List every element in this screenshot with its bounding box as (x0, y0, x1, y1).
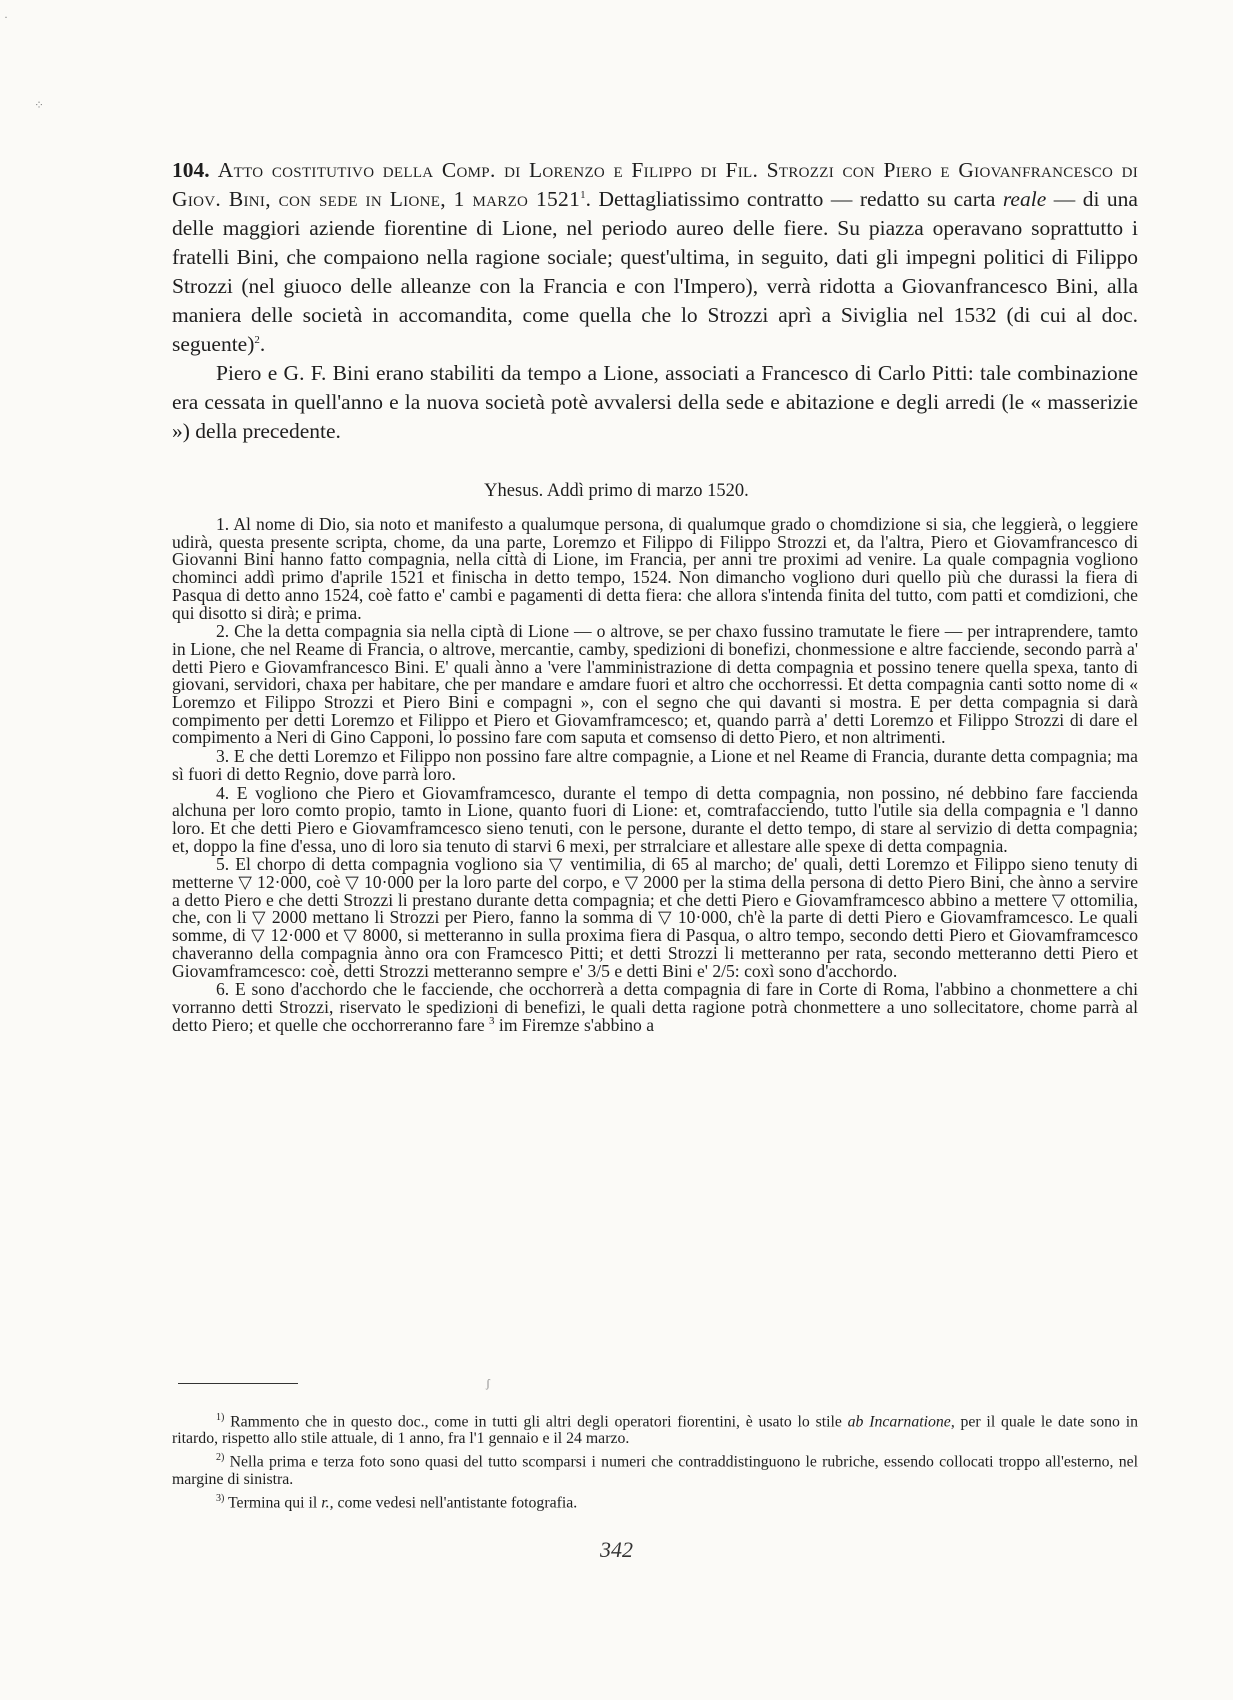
footnote-text: Nella prima e terza foto sono quasi del tutto scomparsi i numeri che contraddistinguono le rubriche, essendo collocati troppo all'esterno, nel margine di sinistra. (172, 1453, 1138, 1488)
intro-end: . (259, 332, 266, 356)
doc-paragraph: 4. E vogliono che Piero et Giovamframcesco, durante el tempo di detta compagnia, non possino, né debbino fare faccienda alchuna per loro comto propio, tamto in Lione, quanto fuori di Lione: et, comtrafacciendo, tutto l'utile sia della compagnia e 'l danno loro. Et che detti Piero e Giovamframcesco sieno tenuti, con le persone, durante el detto tempo, di stare al servizio di detta compagnia; et, doppo la fine d'essa, uno di loro sia tenuto di starvi 6 mexi, per strralciare et allestare alle spexe di detta compagnia. (172, 782, 1138, 856)
doc-paragraph-end: im Firemze s'abbino a (494, 1014, 655, 1035)
doc-paragraph: 5. El chorpo di detta compagnia vogliono sia ▽ ventimilia, di 65 al marcho; de' quali, detti Loremzo et Filippo sieno tenuty di metterne ▽ 12·000, coè ▽ 10·000 per la loro parte del corpo, e ▽ 2000 per la stima della persona di detto Piero Bini, che ànno a servire a detto Piero e che detti Strozzi li prestano durante detta compagnia; et che detti Piero e Giovamframcesco abbino a mettere ▽ ottomilia, che, con li ▽ 2000 mettano li Strozzi per Piero, fanno la somma di ▽ 10·000, ch'è la parte di detti Piero e Giovamframcesco. Le quali somme, di ▽ 12·000 et ▽ 8000, si metteranno in sulla proxima fiera di Pasqua, o altro tempo, secondo detti Piero et Giovamframcesco chaveranno della compagnia ànno ora con Framcesco Pitti; et detti Strozzi li metteranno per rata, secondo metteranno detti Piero et Giovamframcesco: coè, detti Strozzi metteranno sempre e' 3/5 e detti Bini e' 2/5: coxì sono d'acchordo. (172, 854, 1138, 981)
footnote-text: , per il quale le date sono in ritardo, rispetto allo stile attuale, di 1 anno, fra l'1 gennaio e il 24 marzo. (172, 1413, 1138, 1448)
doc-paragraph: 3. E che detti Loremzo et Filippo non possino fare altre compagnie, a Lione et nel Reame di Francia, durante detta compagnia; ma sì fuori di detto Regnio, dove parrà loro. (172, 746, 1138, 784)
doc-paragraph: 1. Al nome di Dio, sia noto et manifesto a qualumque persona, di qualumque grado o chomdizione si sia, che leggierà, o leggiere udirà, questa presente scripta, chome, da una parte, Loremzo et Filippo di Filippo Strozzi et, da l'altra, Piero et Giovamfrancesco di Giovanni Bini hanno fatto compagnia, nella città di Lione, im Francia, per anni tre proximi ad venire. La quale compagnia vogliono chominci addì primo d'aprile 1521 et finischa in detto tempo, 1524. Non dimancho vogliono duri quello più che durassi la fiera di Pasqua di detto anno 1524, coè fatto e' cambi e pagamenti di detta fiera: che allora s'intenda finita del tutto, com patti et comdizioni, che qui disotto si dirà; e prima. (172, 514, 1138, 623)
document-date-line: Yhesus. Addì primo di marzo 1520. (484, 481, 749, 501)
footnote-separator (178, 1383, 298, 1384)
margin-speck: ʃ (486, 1376, 490, 1390)
footnote-text: , come vedesi nell'antistante fotografia. (329, 1493, 578, 1511)
footnote-number: 1) (216, 1412, 225, 1423)
page-number: 342 (600, 1537, 633, 1562)
doc-paragraph-6 (172, 981, 1138, 1034)
footnote-ref: 2 (254, 333, 260, 346)
footnote-number: 3) (216, 1492, 225, 1504)
footnote-text: Termina qui il (228, 1493, 322, 1511)
margin-speck: ⁘ (34, 98, 45, 112)
footnote-text: Rammento che in questo doc., come in tutti gli altri degli operatori fiorentini, è usato lo stile (230, 1413, 848, 1431)
footnote-italic: r. (321, 1493, 330, 1511)
document-number: 104. (172, 158, 210, 182)
doc-paragraph: 2. Che la detta compagnia sia nella ciptà di Lione — o altrove, se per chaxo fussino tramutate le fiere — per intraprendere, tamto in Lione, che nel Reame di Francia, o altrove, mercantie, camby, spedizioni di bonefizi, chonmessione e altre facciende, secondo parrà a' detti Piero e Giovamfrancesco Bini. E' quali ànno a 'vere l'amministrazione di detta compagnia et possino tenere quella spexa, tanto di giovani, servidori, chaxa per habitare, che per mandare e amdare fuori et altro che occhorressi. Et detta compagnia canti sotto nome di « Loremzo et Filippo Strozzi et Piero Bini e compagni », con el segno che qui davanti si mostra. E per detta compagnia si darà compimento per detti Loremzo et Filippo et Piero et Giovamframcesco; et, quando parrà a' detti Loremzo et Filippo Strozzi di dare el compimento a Neri di Gino Capponi, lo possino fare com saputa et comsenso di detto Piero, et non altrimenti. (172, 621, 1138, 748)
footnote-ref: 1 (580, 188, 586, 201)
footnote-2 (172, 1449, 1138, 1487)
intro-paragraph: Piero e G. F. Bini erano stabiliti da tempo a Lione, associati a Francesco di Carlo Pitti: tale combinazione era cessata in quell'anno e la nuova società potè avvalersi della sede e abitazione e degli arredi (le « masserizie ») della precedente. (172, 361, 1138, 443)
document-heading (172, 156, 1138, 446)
footnote-number: 2) (216, 1452, 225, 1464)
doc-paragraph-text: 6. E sono d'acchordo che le facciende, che occhorrerà a detta compagnia di fare in Corte di Roma, l'abbino a chonmettere a chi vorranno detti Strozzi, riservato le spedizioni di benefizi, le quali detta ragione potrà chonmettere a uno sollecitatore, chome parrà al detto Piero; et quelle che occhorreranno fare (172, 979, 1138, 1035)
footnote-italic: ab Incarnatione (847, 1413, 951, 1431)
footnotes (172, 1409, 1138, 1513)
intro-text: — di una delle maggiori aziende fiorentine di Lione, nel periodo aureo delle fiere. Su piazza operavano soprattutto i fratelli Bini, che compaiono nella ragione sociale; quest'ultima, in seguito, dati gli impegni politici di Filippo Strozzi (nel giuoco delle alleanze con la Francia e con l'Impero), verrà ridotta a Giovanfrancesco Bini, alla maniera delle società in accomandita, come quella che lo Strozzi aprì a Siviglia nel 1532 (di cui al doc. seguente) (172, 187, 1138, 356)
document-body (172, 516, 1138, 1035)
intro-text: . Dettagliatissimo contratto — redatto su carta (585, 187, 1003, 211)
footnote-1 (172, 1409, 1138, 1447)
intro-italic: reale (1002, 187, 1047, 211)
footnote-3 (172, 1490, 1138, 1511)
footnote-ref: 3 (489, 1014, 495, 1027)
margin-speck: · (4, 10, 8, 24)
document-title: Atto costitutivo della Comp. di Lorenzo e Filippo di Fil. Strozzi con Piero e Giovanfrancesco di Giov. Bini, con sede in Lione, 1 marzo 1521 (172, 158, 1139, 211)
